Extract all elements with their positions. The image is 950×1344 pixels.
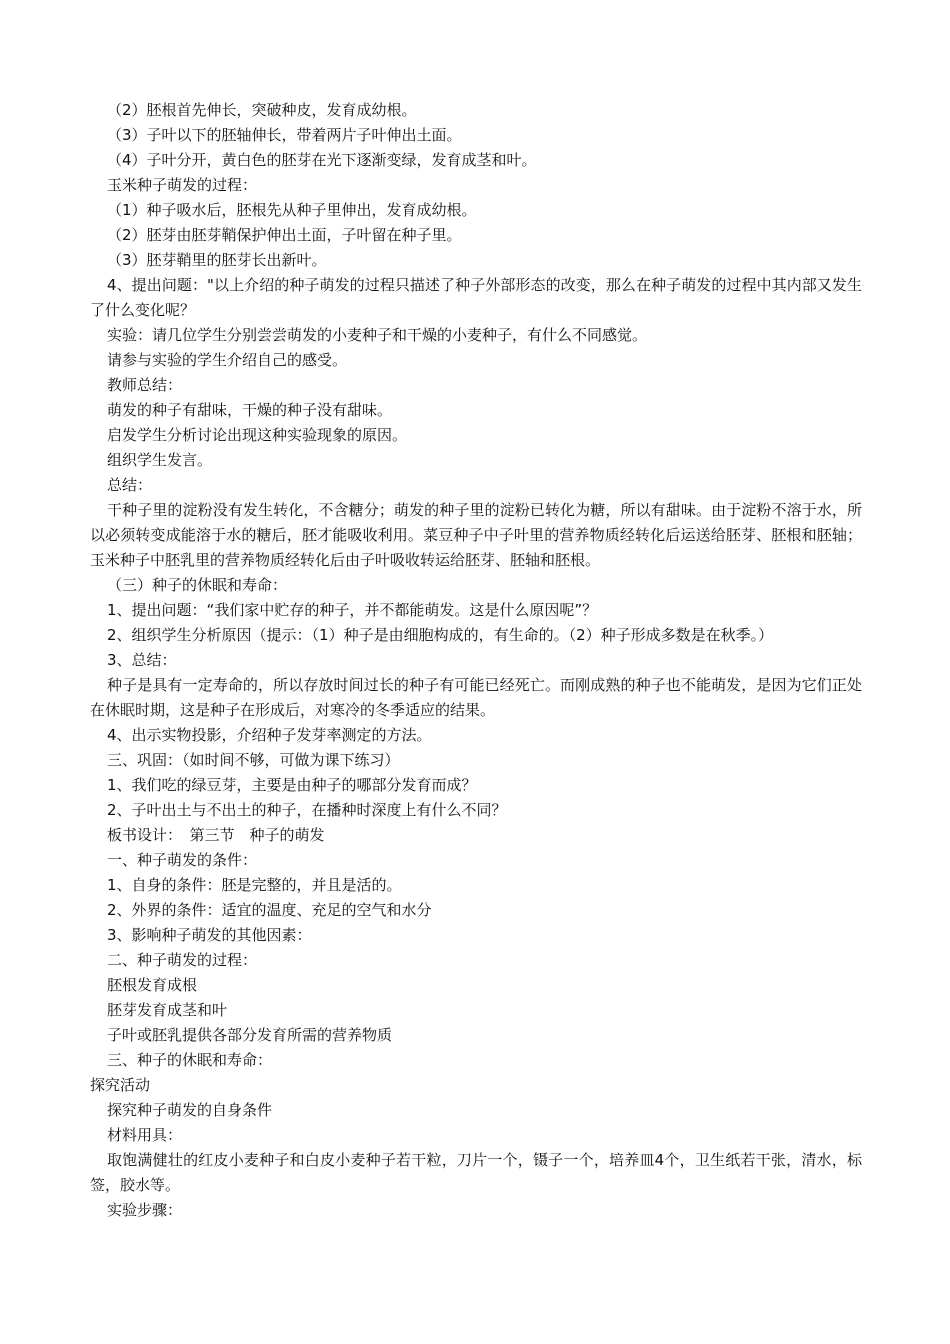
paragraph: 三、巩固：（如时间不够，可做为课下练习） bbox=[107, 751, 400, 769]
paragraph: 1、我们吃的绿豆芽，主要是由种子的哪部分发育而成？ bbox=[107, 776, 477, 794]
paragraph: 3、影响种子萌发的其他因素： bbox=[107, 926, 312, 944]
paragraph: 总结： bbox=[107, 476, 153, 494]
paragraph: （2）胚根首先伸长，突破种皮，发育成幼根。 bbox=[107, 101, 417, 119]
paragraph: 4、提出问题："以上介绍的种子萌发的过程只描述了种子外部形态的改变，那么在种子萌发的过程中其内部又发生了什么变化呢？ bbox=[90, 276, 862, 319]
paragraph: （三）种子的休眠和寿命： bbox=[107, 576, 288, 594]
paragraph: 2、组织学生分析原因（提示：（1）种子是由细胞构成的，有生命的。（2）种子形成多数是在秋季。） bbox=[107, 626, 774, 644]
section-heading: 探究活动 bbox=[90, 1076, 151, 1094]
paragraph: 三、种子的休眠和寿命： bbox=[107, 1051, 273, 1069]
paragraph: 探究种子萌发的自身条件 bbox=[107, 1101, 273, 1119]
paragraph: 1、提出问题：“我们家中贮存的种子，并不都能萌发。这是什么原因呢”？ bbox=[107, 601, 598, 619]
paragraph: 实验步骤： bbox=[107, 1201, 183, 1219]
paragraph: 板书设计： 第三节 种子的萌发 bbox=[107, 826, 325, 844]
paragraph: 一、种子萌发的条件： bbox=[107, 851, 258, 869]
paragraph: 子叶或胚乳提供各部分发育所需的营养物质 bbox=[107, 1026, 393, 1044]
paragraph: 玉米种子萌发的过程： bbox=[107, 176, 258, 194]
paragraph: 启发学生分析讨论出现这种实验现象的原因。 bbox=[107, 426, 408, 444]
paragraph: 萌发的种子有甜味，干燥的种子没有甜味。 bbox=[107, 401, 393, 419]
paragraph: （3）子叶以下的胚轴伸长，带着两片子叶伸出土面。 bbox=[107, 126, 462, 144]
paragraph: 二、种子萌发的过程： bbox=[107, 951, 258, 969]
paragraph: 组织学生发言。 bbox=[107, 451, 213, 469]
paragraph: （3）胚芽鞘里的胚芽长出新叶。 bbox=[107, 251, 327, 269]
paragraph: （2）胚芽由胚芽鞘保护伸出土面，子叶留在种子里。 bbox=[107, 226, 462, 244]
paragraph: 种子是具有一定寿命的，所以存放时间过长的种子有可能已经死亡。而刚成熟的种子也不能萌发，是因为它们正处在休眠时期，这是种子在形成后，对寒冷的冬季适应的结果。 bbox=[90, 676, 862, 719]
paragraph: 材料用具： bbox=[107, 1126, 183, 1144]
paragraph: 胚根发育成根 bbox=[107, 976, 198, 994]
paragraph: 教师总结： bbox=[107, 376, 183, 394]
paragraph: 4、出示实物投影，介绍种子发芽率测定的方法。 bbox=[107, 726, 432, 744]
paragraph: 2、外界的条件：适宜的温度、充足的空气和水分 bbox=[107, 901, 432, 919]
paragraph: 胚芽发育成茎和叶 bbox=[107, 1001, 228, 1019]
paragraph: 3、总结： bbox=[107, 651, 177, 669]
paragraph: 1、自身的条件：胚是完整的，并且是活的。 bbox=[107, 876, 402, 894]
paragraph: 请参与实验的学生介绍自己的感受。 bbox=[107, 351, 348, 369]
paragraph: 实验：请几位学生分别尝尝萌发的小麦种子和干燥的小麦种子，有什么不同感觉。 bbox=[107, 326, 648, 344]
document-body bbox=[90, 98, 862, 1223]
paragraph: （4）子叶分开，黄白色的胚芽在光下逐渐变绿，发育成茎和叶。 bbox=[107, 151, 537, 169]
paragraph: （1）种子吸水后，胚根先从种子里伸出，发育成幼根。 bbox=[107, 201, 477, 219]
paragraph: 干种子里的淀粉没有发生转化，不含糖分；萌发的种子里的淀粉已转化为糖，所以有甜味。由于淀粉不溶于水，所以必须转变成能溶于水的糖后，胚才能吸收利用。菜豆种子中子叶里的营养物质经转化后运送给胚芽、胚根和胚轴；玉米种子中胚乳里的营养物质经转化后由子叶吸收转运给胚芽、胚轴和胚根。 bbox=[90, 501, 862, 569]
paragraph: 取饱满健壮的红皮小麦种子和白皮小麦种子若干粒，刀片一个，镊子一个，培养皿4个，卫生纸若干张，清水，标签，胶水等。 bbox=[90, 1151, 862, 1194]
paragraph: 2、子叶出土与不出土的种子，在播种时深度上有什么不同？ bbox=[107, 801, 507, 819]
